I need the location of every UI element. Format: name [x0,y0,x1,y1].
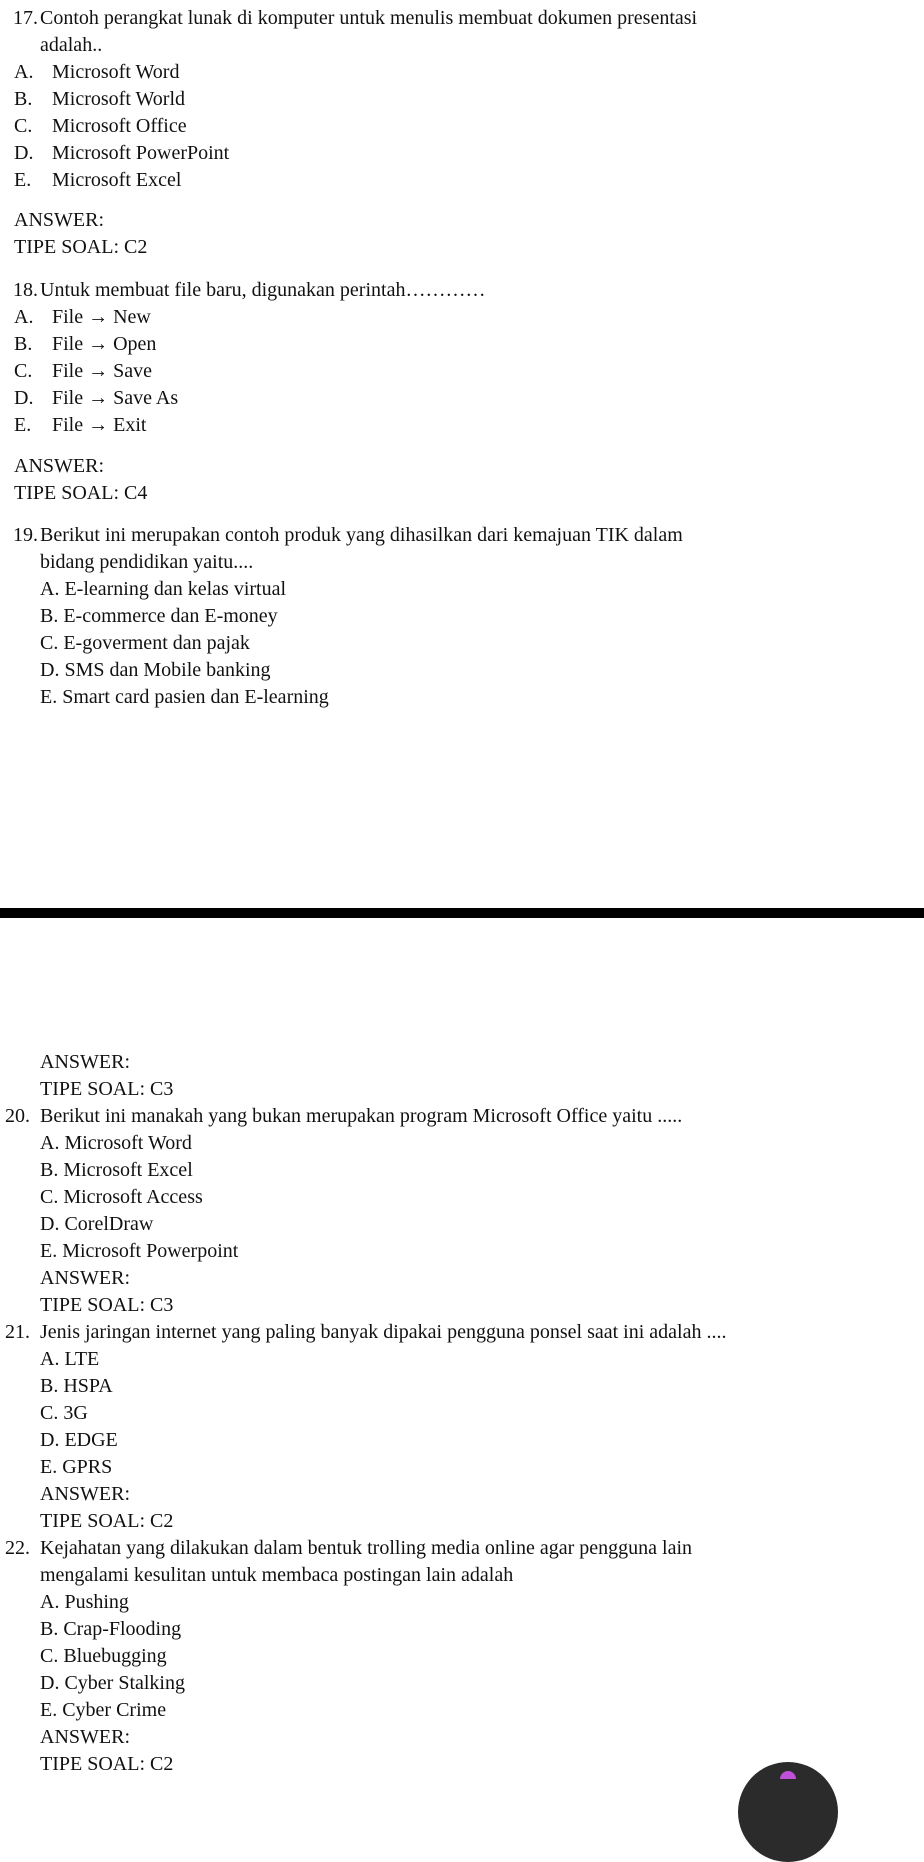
option-letter: E. [14,169,32,191]
option-text: D. EDGE [40,1429,118,1451]
option-text: E. Microsoft Powerpoint [40,1240,239,1262]
option-letter: A. [14,306,34,328]
option-text: A. Pushing [40,1591,129,1613]
question-21-number: 21. [5,1321,30,1343]
answer-label: ANSWER: [40,1483,130,1505]
option-text: File → Save [52,360,152,382]
option-text: File → Save As [52,387,179,409]
answer-label: ANSWER: [14,209,104,231]
option-text: Microsoft PowerPoint [52,142,230,164]
option-text: File → New [52,306,151,328]
option-text: B. Microsoft Excel [40,1159,193,1181]
option-text: E. GPRS [40,1456,113,1478]
question-19-number: 19. [13,524,38,546]
option-text: D. Cyber Stalking [40,1672,185,1694]
answer-label: ANSWER: [14,455,104,477]
floating-action-button[interactable] [738,1762,838,1862]
question-type: TIPE SOAL: C3 [40,1078,174,1100]
option-letter: A. [14,61,34,83]
answer-label: ANSWER: [40,1267,130,1289]
option-text: Microsoft Excel [52,169,182,191]
option-text: B. Crap-Flooding [40,1618,182,1640]
option-letter: E. [14,414,32,436]
option-text: A. LTE [40,1348,100,1370]
question-18-number: 18. [13,279,38,301]
option-text: A. E-learning dan kelas virtual [40,578,287,600]
question-19-text: Berikut ini merupakan contoh produk yang dihasilkan dari kemajuan TIK dalam [40,524,683,546]
option-letter: B. [14,88,33,110]
question-20-number: 20. [5,1105,30,1127]
question-22-number: 22. [5,1537,30,1559]
question-type: TIPE SOAL: C2 [40,1753,174,1775]
option-letter: B. [14,333,33,355]
option-text: Microsoft World [52,88,186,110]
option-text: E. Cyber Crime [40,1699,167,1721]
document-page-1 [0,0,924,908]
question-19-text-cont: bidang pendidikan yaitu.... [40,551,254,573]
question-21-text: Jenis jaringan internet yang paling banyak dipakai pengguna ponsel saat ini adalah .... [40,1321,727,1343]
question-17-text: Contoh perangkat lunak di komputer untuk menulis membuat dokumen presentasi [40,7,698,29]
option-text: A. Microsoft Word [40,1132,192,1154]
option-text: File → Open [52,333,157,355]
question-22-text: Kejahatan yang dilakukan dalam bentuk trolling media online agar pengguna lain [40,1537,693,1559]
option-letter: D. [14,142,34,164]
fab-accent-icon [780,1771,796,1779]
question-17-text-cont: adalah.. [40,34,103,56]
document-page-2 [0,918,924,1791]
option-letter: D. [14,387,34,409]
option-text: Microsoft Word [52,61,180,83]
question-17-number: 17. [13,7,38,29]
question-type: TIPE SOAL: C3 [40,1294,174,1316]
option-text: C. E-goverment dan pajak [40,632,250,654]
option-text: B. E-commerce dan E-money [40,605,278,627]
question-type: TIPE SOAL: C4 [14,482,148,504]
option-letter: C. [14,115,33,137]
question-20-text: Berikut ini manakah yang bukan merupakan program Microsoft Office yaitu ..... [40,1105,683,1127]
option-text: E. Smart card pasien dan E-learning [40,686,329,708]
option-text: File → Exit [52,414,147,436]
option-text: Microsoft Office [52,115,187,137]
option-text: C. Microsoft Access [40,1186,203,1208]
option-text: B. HSPA [40,1375,113,1397]
answer-label: ANSWER: [40,1051,130,1073]
answer-label: ANSWER: [40,1726,130,1748]
option-letter: C. [14,360,33,382]
question-22-text-cont: mengalami kesulitan untuk membaca postingan lain adalah [40,1564,514,1586]
question-type: TIPE SOAL: C2 [14,236,148,258]
option-text: C. Bluebugging [40,1645,167,1667]
option-text: D. CorelDraw [40,1213,154,1235]
option-text: D. SMS dan Mobile banking [40,659,271,681]
option-text: C. 3G [40,1402,88,1424]
question-type: TIPE SOAL: C2 [40,1510,174,1532]
page-divider [0,908,924,918]
question-18-text: Untuk membuat file baru, digunakan perintah………… [40,279,486,301]
